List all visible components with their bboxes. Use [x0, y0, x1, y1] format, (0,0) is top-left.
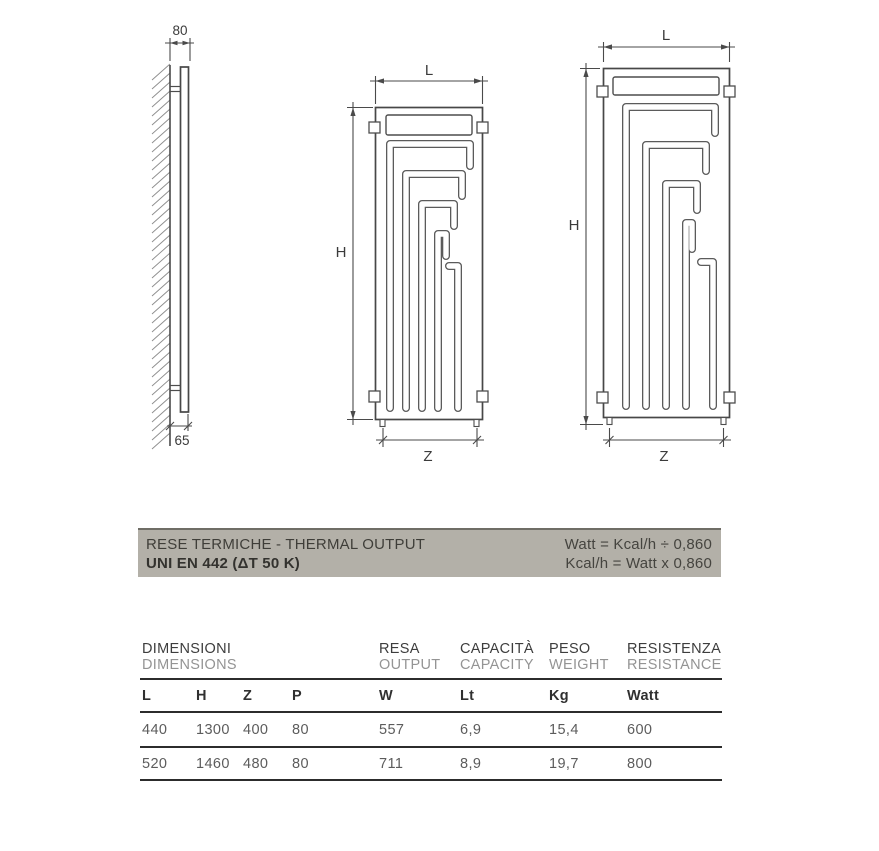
- group-label-it: DIMENSIONI: [142, 641, 232, 657]
- valve-foot: [607, 418, 612, 425]
- group-label-en: CAPACITY: [460, 657, 534, 673]
- table-group-header-row: [140, 630, 722, 678]
- mount-bracket: [369, 391, 380, 402]
- table-row: [140, 713, 722, 746]
- dim-label-H: H: [335, 244, 347, 261]
- mount-bracket: [724, 86, 735, 97]
- wall-bracket-bottom: [170, 386, 181, 391]
- group-capacity: [460, 641, 549, 678]
- dim-label-L: L: [661, 27, 671, 44]
- dim-label-80: 80: [172, 23, 188, 38]
- group-output: [379, 641, 460, 678]
- group-dimensions: [142, 641, 379, 678]
- table-cell: 15,4: [549, 721, 579, 738]
- valve-foot: [380, 420, 385, 427]
- group-label-it: CAPACITÀ: [460, 641, 534, 657]
- table-cell: 711: [379, 755, 404, 772]
- table-rule: [140, 779, 722, 781]
- table-cell: 1460: [196, 755, 230, 772]
- table-cell: 19,7: [549, 755, 579, 772]
- column-header: Lt: [460, 687, 475, 704]
- mount-bracket: [369, 122, 380, 133]
- mount-bracket: [477, 122, 488, 133]
- dim-label-L: L: [424, 62, 434, 79]
- column-header: P: [292, 687, 302, 704]
- wall-hatching: [152, 64, 170, 449]
- band-title: RESE TERMICHE - THERMAL OUTPUT: [146, 536, 426, 553]
- table-cell: 400: [243, 721, 269, 738]
- dimension-80: [165, 38, 194, 61]
- dim-label-H: H: [568, 217, 580, 234]
- group-label-en: WEIGHT: [549, 657, 609, 673]
- column-header: H: [196, 687, 207, 704]
- radiator-front-large: [569, 27, 735, 465]
- table-cell: 80: [292, 755, 309, 772]
- column-header: W: [379, 687, 393, 704]
- table-row: [140, 748, 722, 779]
- column-header: L: [142, 687, 152, 704]
- table-cell: 6,9: [460, 721, 482, 738]
- side-view-drawing: [152, 23, 194, 449]
- wall-bracket-top: [170, 87, 181, 92]
- table-cell: 600: [627, 721, 653, 738]
- dim-label-65: 65: [174, 433, 190, 448]
- mount-bracket: [597, 392, 608, 403]
- dimension-Z-large: [603, 428, 731, 447]
- table-cell: 557: [379, 721, 405, 738]
- group-label-it: RESISTENZA: [627, 641, 722, 657]
- group-label-it: PESO: [549, 641, 591, 657]
- table-cell: 440: [142, 721, 168, 738]
- thermal-output-band: [138, 528, 721, 577]
- header-bar: [386, 115, 472, 135]
- column-header: Watt: [627, 687, 660, 704]
- mount-bracket: [477, 391, 488, 402]
- table-cell: 800: [627, 755, 653, 772]
- group-label-en: RESISTANCE: [627, 657, 722, 673]
- dim-label-Z: Z: [423, 448, 433, 465]
- formula-watt: Watt = Kcal/h ÷ 0,860: [564, 536, 712, 553]
- table-cell: 1300: [196, 721, 230, 738]
- group-label-en: DIMENSIONS: [142, 657, 237, 673]
- header-bar: [613, 77, 719, 95]
- column-header: Kg: [549, 687, 569, 704]
- band-formulas: [565, 535, 712, 577]
- dimension-L-small: [370, 76, 488, 104]
- dimension-Z-small: [376, 428, 484, 447]
- group-label-en: OUTPUT: [379, 657, 441, 673]
- mount-bracket: [724, 392, 735, 403]
- dimension-L-large: [598, 42, 735, 62]
- table-cell: 8,9: [460, 755, 482, 772]
- band-norm: UNI EN 442 (ΔT 50 K): [146, 555, 300, 572]
- spec-table: [140, 630, 722, 781]
- dim-label-Z: Z: [659, 448, 669, 465]
- formula-kcal: Kcal/h = Watt x 0,860: [565, 555, 712, 572]
- table-cell: 80: [292, 721, 309, 738]
- group-resistance: [627, 641, 722, 678]
- radiator-front-small: [336, 62, 488, 465]
- valve-foot: [721, 418, 726, 425]
- table-column-header-row: [140, 680, 722, 711]
- dimension-H-large: [580, 63, 603, 430]
- dimension-H-small: [347, 102, 373, 425]
- group-weight: [549, 641, 627, 678]
- radiator-panel-side: [181, 67, 189, 412]
- table-cell: 480: [243, 755, 269, 772]
- column-header: Z: [243, 687, 253, 704]
- band-titles: [146, 535, 425, 577]
- table-cell: 520: [142, 755, 168, 772]
- valve-foot: [474, 420, 479, 427]
- mount-bracket: [597, 86, 608, 97]
- group-label-it: RESA: [379, 641, 420, 657]
